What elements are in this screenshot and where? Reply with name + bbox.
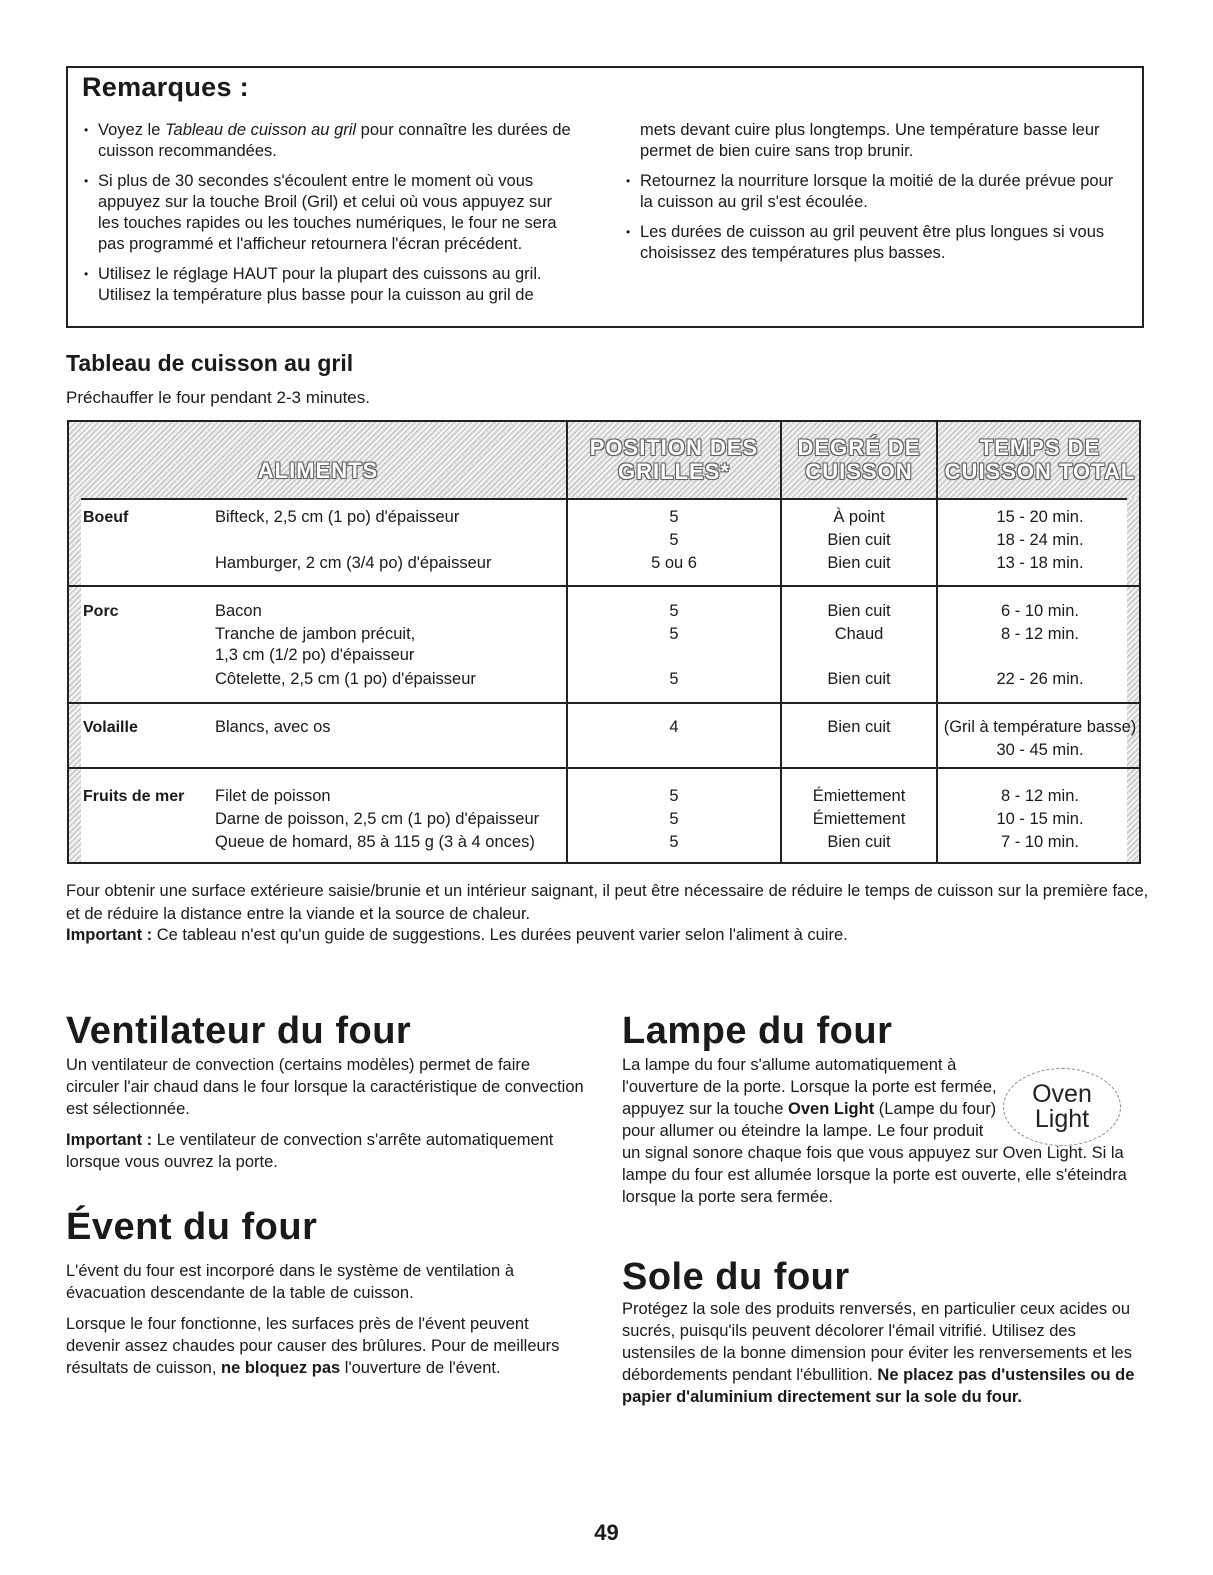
time-cell: 6 - 10 min. <box>1001 602 1079 620</box>
rack-cell: 5 <box>669 810 679 828</box>
doneness-cell: Bien cuit <box>827 833 891 851</box>
food-cell: Côtelette, 2,5 cm (1 po) d'épaisseur <box>215 670 476 688</box>
remark-item-continued: mets devant cuire plus longtemps. Une température basse leur permet de bien cuire sans trop brunir. <box>640 121 1100 160</box>
time-cell: 8 - 12 min. <box>1001 625 1079 643</box>
row-divider <box>69 702 1139 704</box>
remarks-title: Remarques : <box>82 72 249 102</box>
food-cell: Bacon <box>215 602 262 620</box>
rack-cell: 5 <box>669 625 679 643</box>
table-important-note: Important : Ce tableau n'est qu'un guide de suggestions. Les durées peuvent varier selon l'aliment à cuire. <box>66 926 848 944</box>
section-title-light: Lampe du four <box>622 1010 893 1052</box>
category-beef: Boeuf <box>83 509 129 526</box>
doneness-cell: Bien cuit <box>827 602 891 620</box>
food-cell: Bifteck, 2,5 cm (1 po) d'épaisseur <box>215 508 460 526</box>
table-left-shade <box>69 498 81 864</box>
section-title-bottom: Sole du four <box>622 1256 850 1298</box>
section-body-vent: L'évent du four est incorporé dans le système de ventilation à évacuation descendante de la table de cuisson. Lorsque le four fonctionne, les surfaces près de l'évent peuvent devenir assez chaudes pour causer des brûlures. Pour de meilleurs résultats de cuisson, ne bloquez pas l'ouverture de l'évent. <box>66 1262 560 1377</box>
time-cell: 15 - 20 min. <box>996 508 1084 526</box>
remarks-right-column <box>626 120 1126 273</box>
time-cell: (Gril à température basse) <box>943 718 1137 736</box>
remarks-box <box>66 66 1144 328</box>
section-title-vent: Évent du four <box>66 1206 318 1248</box>
section-body-fan: Un ventilateur de convection (certains modèles) permet de faire circuler l'air chaud dans le four lorsque la caractéristique de convection est sélectionnée. Important : Le ventilateur de convection s'arrête automatiquement lorsque vous ouvrez la porte. <box>66 1056 584 1171</box>
rack-cell: 4 <box>669 718 679 736</box>
doneness-cell: À point <box>833 508 885 526</box>
section-body-light: La lampe du four s'allume automatiquement à l'ouverture de la porte. Lorsque la porte est fermée, appuyez sur la touche Oven Light (Lampe du four) pour allumer ou éteindre la lampe. Le four produit un signal sonore chaque fois que vous appuyez sur Oven Light. Si la lampe du four est allumée lorsque la porte est ouverte, elle s'éteindra lorsque la porte sera fermée. <box>622 1056 1127 1206</box>
header-doneness: DEGRÉ DE CUISSON <box>797 435 921 484</box>
food-cell: Tranche de jambon précuit, <box>215 625 416 643</box>
rack-cell: 5 ou 6 <box>651 554 697 572</box>
remark-item: • Utilisez le réglage HAUT pour la plupart des cuissons au gril. Utilisez la température plus basse pour la cuisson au gril de <box>84 264 574 306</box>
rack-cell: 5 <box>669 508 679 526</box>
food-cell: Queue de homard, 85 à 115 g (3 à 4 onces) <box>215 833 535 851</box>
doneness-cell: Chaud <box>834 625 884 643</box>
broil-table-title: Tableau de cuisson au gril <box>66 350 354 376</box>
page-number: 49 <box>594 1520 619 1545</box>
category-seafood: Fruits de mer <box>83 788 185 805</box>
oven-light-key-icon: Oven Light <box>1003 1068 1121 1146</box>
rack-cell: 5 <box>669 670 679 688</box>
food-cell: Darne de poisson, 2,5 cm (1 po) d'épaisseur <box>215 810 540 828</box>
broil-chart-table <box>67 420 1141 864</box>
time-cell: 30 - 45 min. <box>996 741 1084 759</box>
food-cell: Hamburger, 2 cm (3/4 po) d'épaisseur <box>215 554 492 572</box>
row-divider <box>69 767 1139 769</box>
remarks-left-column <box>84 120 574 315</box>
table-header <box>69 422 1139 500</box>
section-title-fan: Ventilateur du four <box>66 1010 412 1052</box>
remark-item: • Si plus de 30 secondes s'écoulent entre le moment où vous appuyez sur la touche Broil (Gril) et celui où vous appuyez sur les touches rapides ou les touches numériques, le four ne sera pas programmé et l'afficheur retournera l'écran précédent. <box>84 171 574 255</box>
time-cell: 13 - 18 min. <box>996 554 1084 572</box>
time-cell: 8 - 12 min. <box>1001 787 1079 805</box>
doneness-cell: Bien cuit <box>827 531 891 549</box>
doneness-cell: Bien cuit <box>827 718 891 736</box>
rack-cell: 5 <box>669 531 679 549</box>
time-cell: 18 - 24 min. <box>996 531 1084 549</box>
table-footnote: Four obtenir une surface extérieure saisie/brunie et un intérieur saignant, il peut être nécessaire de réduire le temps de cuisson sur la première face, et de réduire la distance entre la viande et la source de chaleur. <box>66 882 1149 923</box>
rack-cell: 5 <box>669 787 679 805</box>
time-cell: 10 - 15 min. <box>996 810 1084 828</box>
food-cell: 1,3 cm (1/2 po) d'épaisseur <box>215 646 415 664</box>
doneness-cell: Émiettement <box>812 787 906 805</box>
doneness-cell: Bien cuit <box>827 554 891 572</box>
doneness-cell: Bien cuit <box>827 670 891 688</box>
broil-table-subtitle: Préchauffer le four pendant 2-3 minutes. <box>66 388 370 407</box>
header-rack-position: POSITION DES GRILLES* <box>589 435 759 484</box>
remark-item: • Retournez la nourriture lorsque la moitié de la durée prévue pour la cuisson au gril s'est écoulée. <box>626 171 1126 213</box>
time-cell: 7 - 10 min. <box>1001 833 1079 851</box>
remark-item: • Voyez le Tableau de cuisson au gril pour connaître les durées de cuisson recommandées. <box>84 120 574 162</box>
rack-cell: 5 <box>669 602 679 620</box>
doneness-cell: Émiettement <box>812 810 906 828</box>
header-total-time: TEMPS DE CUISSON TOTAL <box>944 435 1136 484</box>
section-body-bottom: Protégez la sole des produits renversés, en particulier ceux acides ou sucrés, puisqu'ils peuvent décolorer l'émail vitrifié. Utilisez des ustensiles de la bonne dimension pour éviter les renversements et les débordements pendant l'ébullition. Ne placez pas d'ustensiles ou de papier d'aluminium directement sur la sole du four. <box>622 1300 1135 1406</box>
remark-item: • Les durées de cuisson au gril peuvent être plus longues si vous choisissez des températures plus basses. <box>626 222 1126 264</box>
category-poultry: Volaille <box>83 719 138 736</box>
rack-cell: 5 <box>669 833 679 851</box>
food-cell: Blancs, avec os <box>215 718 331 736</box>
time-cell: 22 - 26 min. <box>996 670 1084 688</box>
category-pork: Porc <box>83 603 119 620</box>
row-divider <box>69 585 1139 587</box>
header-food: ALIMENTS <box>257 458 379 483</box>
food-cell: Filet de poisson <box>215 787 331 805</box>
